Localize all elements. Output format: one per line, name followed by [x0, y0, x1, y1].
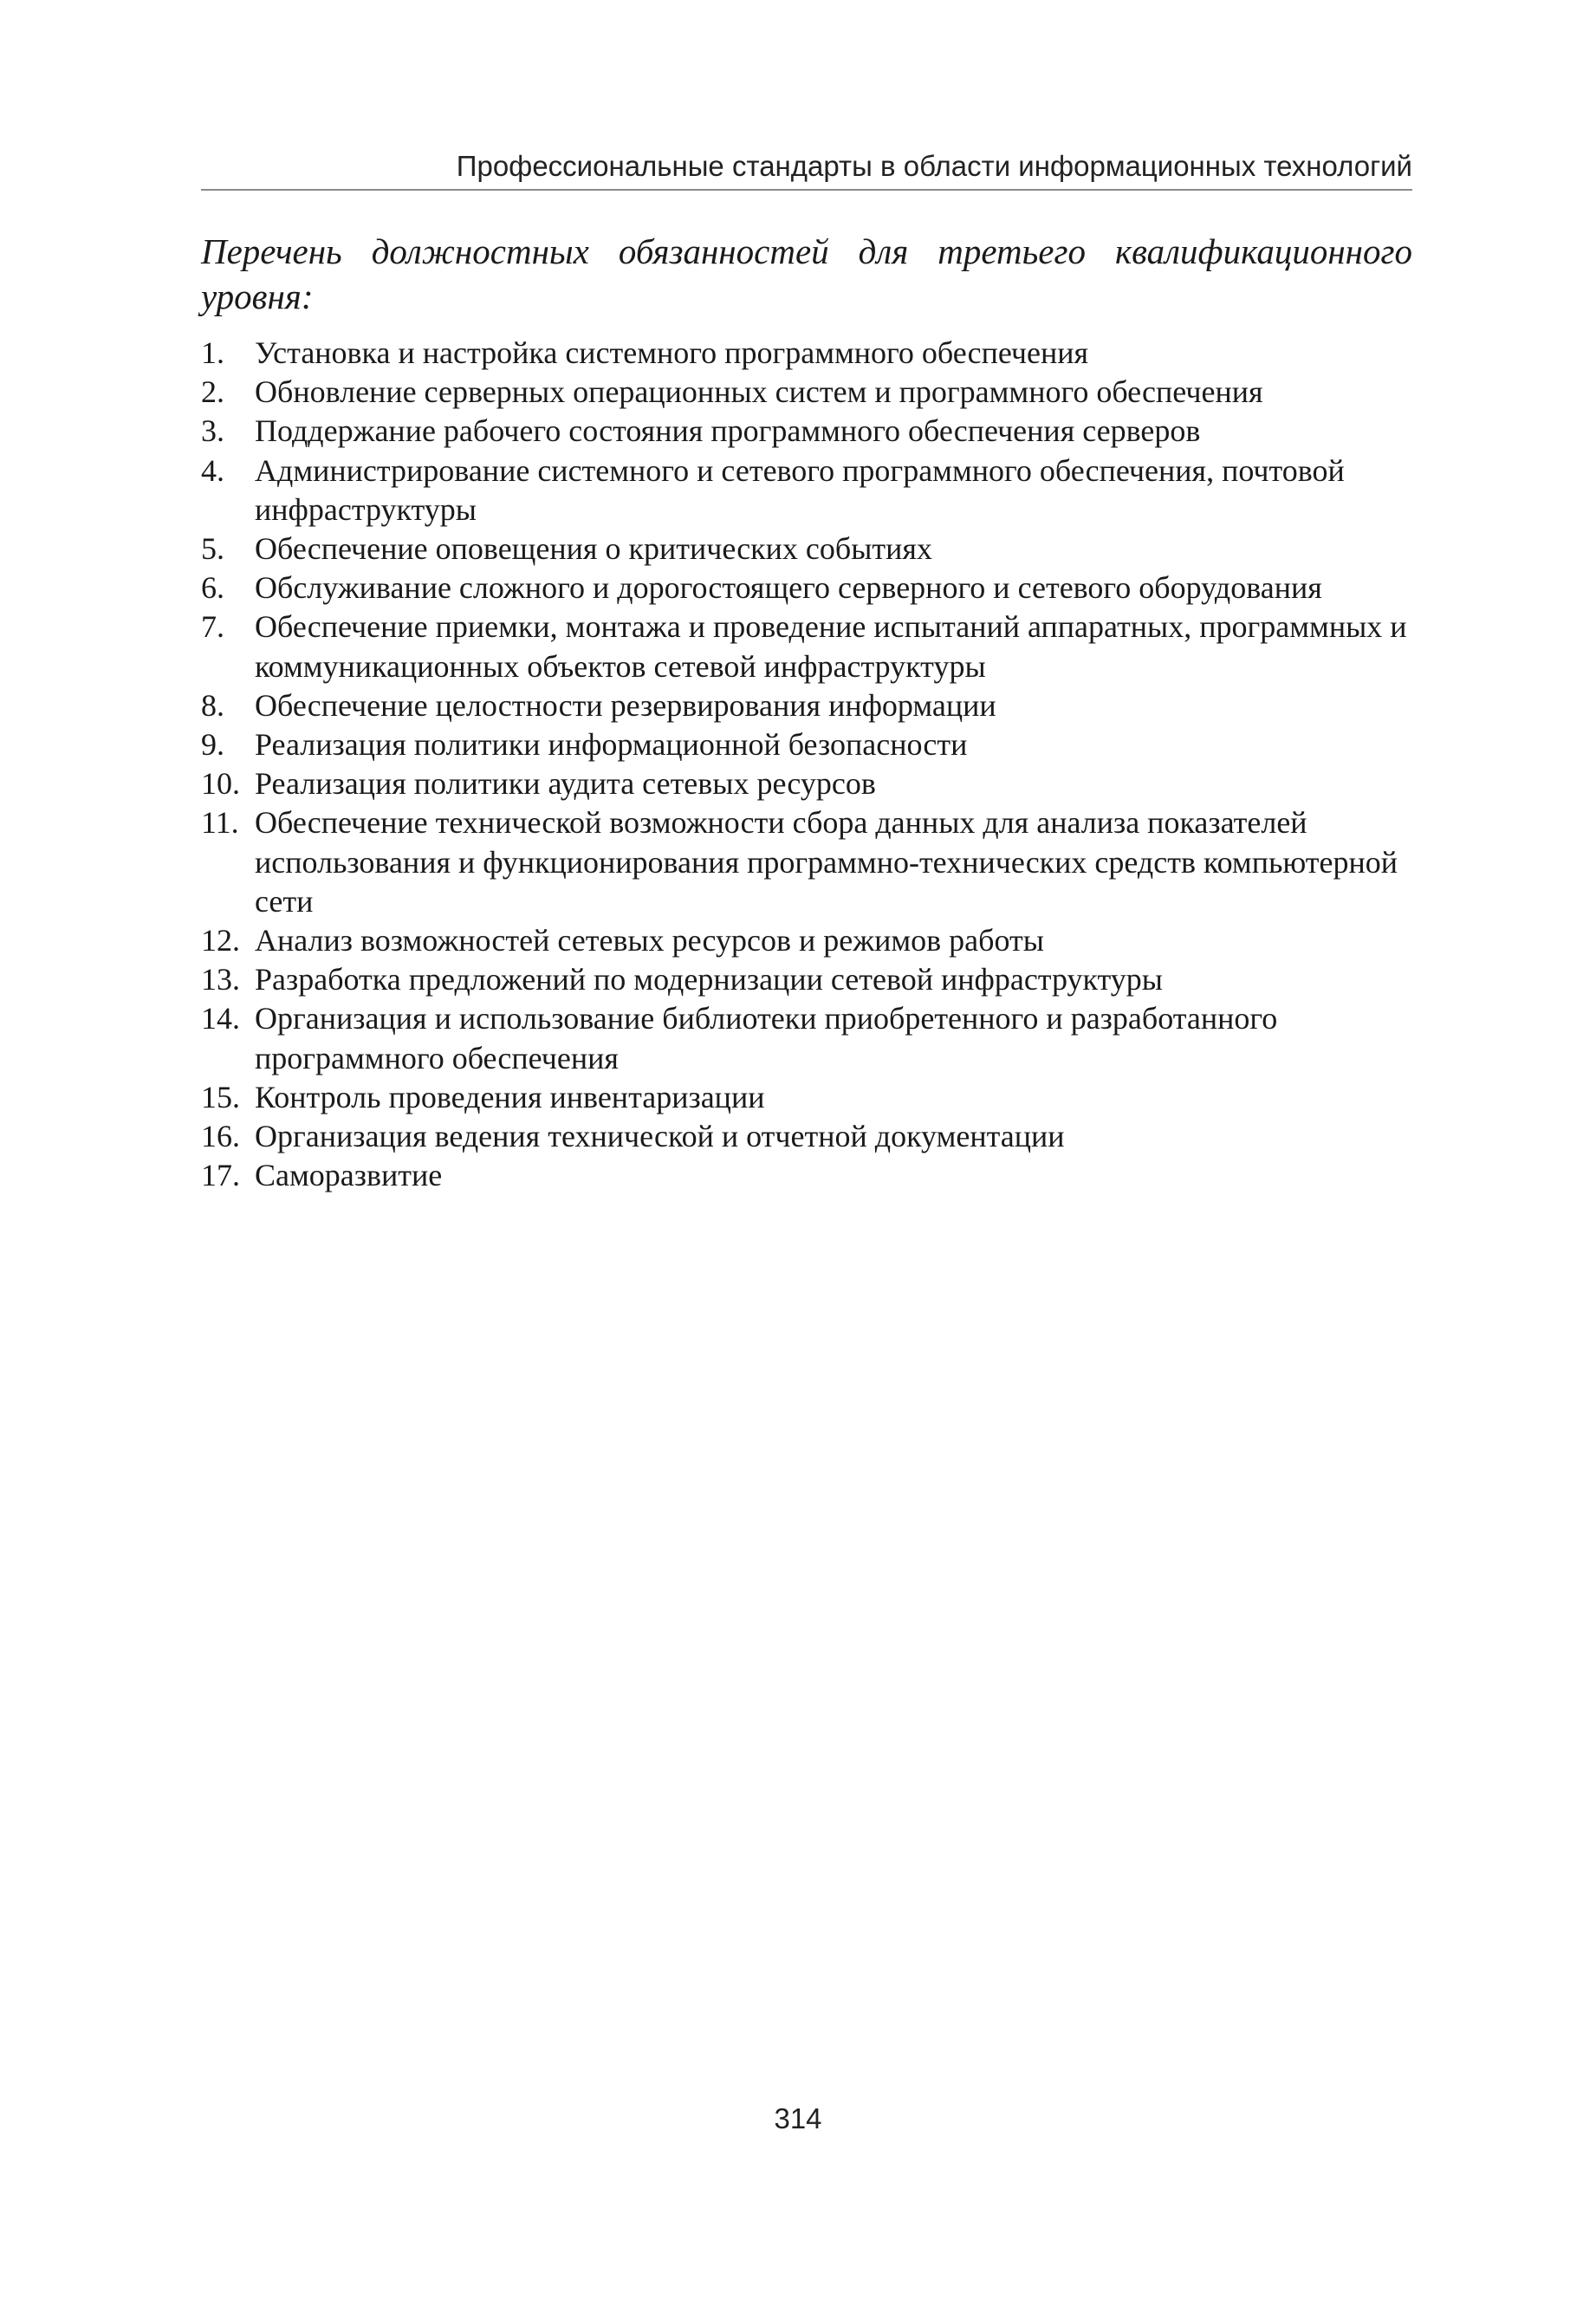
duty-item-5 [201, 530, 1431, 569]
running-header [201, 147, 1412, 191]
duty-text: Обслуживание сложного и дорогостоящего серверного и сетевого оборудования [255, 570, 1322, 606]
duty-item-13 [201, 960, 1431, 999]
duty-item-4 [201, 452, 1431, 530]
duty-item-1 [201, 334, 1431, 373]
duty-item-17 [201, 1156, 1431, 1195]
page-number: 314 [774, 2102, 822, 2134]
duty-item-11 [201, 803, 1431, 921]
duty-item-15 [201, 1078, 1431, 1117]
duty-number: 12. [201, 923, 240, 958]
duty-text: Реализация политики аудита сетевых ресурсов [255, 766, 876, 802]
duty-number: 14. [201, 1001, 240, 1036]
duty-text: Обеспечение технической возможности сбора данных для анализа показателей использования и функционирования программно-технических средств компьютерной сети [255, 805, 1398, 919]
duty-text: Контроль проведения инвентаризации [255, 1079, 765, 1114]
duty-number: 13. [201, 962, 240, 997]
duty-text: Установка и настройка системного программного обеспечения [255, 335, 1089, 370]
duty-number: 8. [201, 687, 224, 723]
duties-list [201, 334, 1431, 1195]
duty-number: 7. [201, 609, 224, 645]
duty-item-7 [201, 607, 1431, 685]
duty-item-9 [201, 725, 1431, 764]
duty-number: 3. [201, 413, 224, 449]
duty-text: Обновление серверных операционных систем и программного обеспечения [255, 374, 1263, 410]
duty-number: 11. [201, 805, 239, 841]
duty-item-10 [201, 764, 1431, 803]
duty-text: Саморазвитие [255, 1158, 443, 1193]
duty-text: Обеспечение оповещения о критических событиях [255, 531, 932, 567]
duty-text: Обеспечение приемки, монтажа и проведение испытаний аппаратных, программных и коммуникационных объектов сетевой инфраструктуры [255, 609, 1407, 684]
duty-item-14 [201, 999, 1431, 1077]
duty-text: Анализ возможностей сетевых ресурсов и режимов работы [255, 923, 1044, 958]
duty-number: 4. [201, 452, 224, 488]
duty-text: Реализация политики информационной безопасности [255, 727, 968, 763]
duty-item-2 [201, 373, 1431, 412]
duty-number: 16. [201, 1119, 240, 1154]
duty-text: Поддержание рабочего состояния программного обеспечения серверов [255, 413, 1201, 449]
duty-number: 17. [201, 1158, 240, 1193]
duty-item-12 [201, 921, 1431, 960]
duty-number: 9. [201, 727, 224, 763]
duty-text: Обеспечение целостности резервирования информации [255, 687, 996, 723]
duty-number: 5. [201, 531, 224, 567]
duty-number: 2. [201, 374, 224, 410]
duty-item-6 [201, 569, 1431, 607]
duty-number: 6. [201, 570, 224, 606]
duty-item-16 [201, 1117, 1431, 1156]
running-header-title: Профессиональные стандарты в области информационных технологий [456, 150, 1412, 182]
duty-item-8 [201, 686, 1431, 725]
duty-number: 15. [201, 1079, 240, 1114]
duty-text: Организация ведения технической и отчетной документации [255, 1119, 1065, 1154]
duty-number: 10. [201, 766, 240, 802]
duty-text: Разработка предложений по модернизации сетевой инфраструктуры [255, 962, 1163, 997]
duty-number: 1. [201, 335, 224, 370]
duty-item-3 [201, 412, 1431, 451]
section-heading: Перечень должностных обязанностей для третьего квалификационного уровня: [201, 231, 1412, 316]
duty-text: Администрирование системного и сетевого программного обеспечения, почтовой инфраструктуры [255, 452, 1345, 527]
duty-text: Организация и использование библиотеки приобретенного и разработанного программного обеспечения [255, 1001, 1278, 1075]
